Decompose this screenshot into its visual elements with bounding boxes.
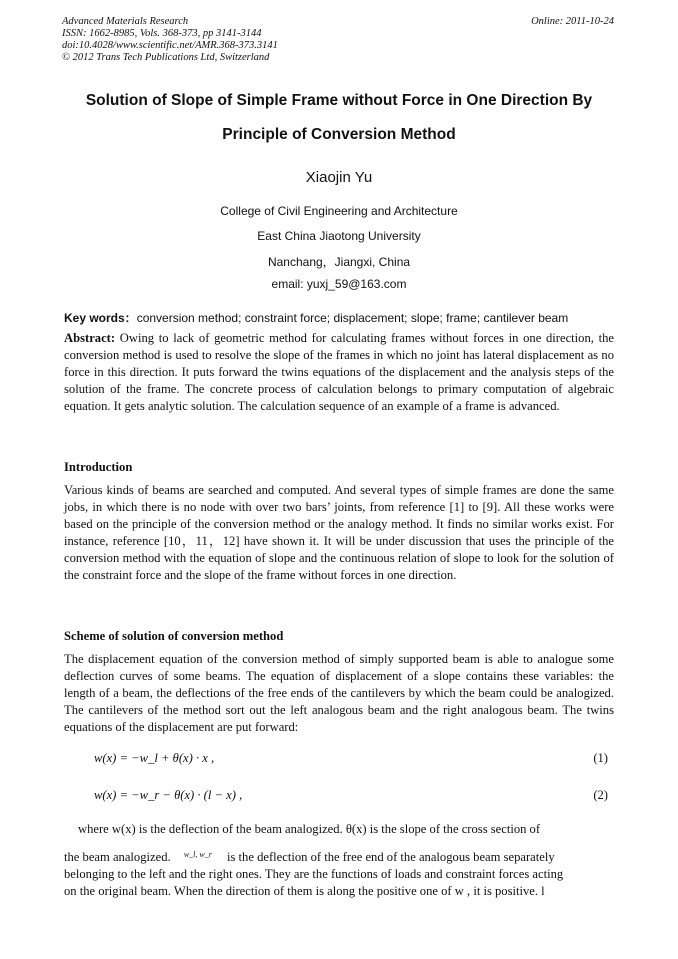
journal-header — [62, 16, 278, 64]
tail-line-1 — [64, 850, 614, 865]
abstract — [64, 330, 614, 415]
paper-title-line2: Principle of Conversion Method — [222, 126, 456, 143]
intro-heading: Introduction — [64, 460, 133, 474]
affiliation-email: email: yuxj_59@163.com — [271, 277, 407, 291]
intro-paragraph: Various kinds of beams are searched and computed. And several types of simple frames are done the same jobs, in which there is no node with over two bars’ joints, from reference [1] to [9]. All these works were based on the principle of the conversion method or the analogy method. It finds no similar works exist. For instance, reference [10，11，12] have shown it. It will be under discussion that uses the principle of the conversion method with the equation of slope and the continuous relation of slope to look for the solution of the constraint force and the slope of the frame without forces in one direction. — [64, 483, 614, 582]
affiliation-university: East China Jiaotong University — [257, 229, 421, 243]
wl-wr-symbols: w_l, w_r — [183, 850, 212, 859]
journal-name: Advanced Materials Research — [62, 16, 189, 27]
paper-title-line1: Solution of Slope of Simple Frame without Force in One Direction By — [85, 92, 593, 109]
affiliation-city: Nanchang，Jiangxi, China — [267, 255, 411, 269]
affiliation-college: College of Civil Engineering and Architecture — [220, 204, 458, 218]
equation-1-number: (1) — [593, 751, 608, 765]
where-line: where w(x) is the deflection of the beam analogized. θ(x) is the slope of the cross section of — [78, 822, 541, 836]
issn: ISSN: 1662-8985, Vols. 368-373, pp 3141-3144 — [62, 28, 262, 39]
tail-line-1-b: is the deflection of the free end of the analogous beam separately — [226, 850, 555, 864]
tail-line-2: belonging to the left and the right ones. They are the functions of loads and constraint forces acting — [64, 867, 564, 881]
copyright: © 2012 Trans Tech Publications Ltd, Switzerland — [62, 52, 270, 63]
author: Xiaojin Yu — [305, 169, 373, 186]
equation-1: w(x) = −w_l + θ(x) · x , — [94, 751, 215, 765]
tail-line-3: on the original beam. When the direction of them is along the positive one of w , it is positive. l — [64, 884, 545, 898]
equation-2: w(x) = −w_r − θ(x) · (l − x) , — [94, 788, 243, 802]
abstract-text: Owing to lack of geometric method for calculating frames without forces in one direction, the conversion method is used to resolve the slope of the frames in which no joint has lateral displacement as no force in this direction. It puts forward the twins equations of the displacement and the analysis steps of the solution of the frame. The concrete process of calculation belongs to primary computation of algebraic equation. It gets analytic solution. The calculation sequence of an example of a frame is advanced. — [64, 331, 614, 413]
equation-2-number: (2) — [593, 788, 608, 802]
keywords-label: Key words： — [64, 311, 137, 325]
keywords — [64, 309, 568, 326]
scheme-paragraph: The displacement equation of the conversion method of simply supported beam is able to analogue some deflection curves of some beams. The equation of displacement of a slope contains these variables: the length of a beam, the deflections of the free ends of the cantilevers by which the beam could be analogized. The cantilevers of the method sort out the left analogous beam and the right analogous beam. The twins equations of the displacement are put forward: — [64, 652, 614, 734]
scheme-heading: Scheme of solution of conversion method — [64, 629, 284, 643]
doi: doi:10.4028/www.scientific.net/AMR.368-373.3141 — [62, 40, 278, 51]
abstract-label: Abstract: — [64, 331, 116, 345]
online-date: Online: 2011-10-24 — [531, 16, 614, 27]
tail-line-1-a: the beam analogized. — [64, 850, 171, 864]
keywords-text: conversion method; constraint force; displacement; slope; frame; cantilever beam — [136, 311, 569, 325]
